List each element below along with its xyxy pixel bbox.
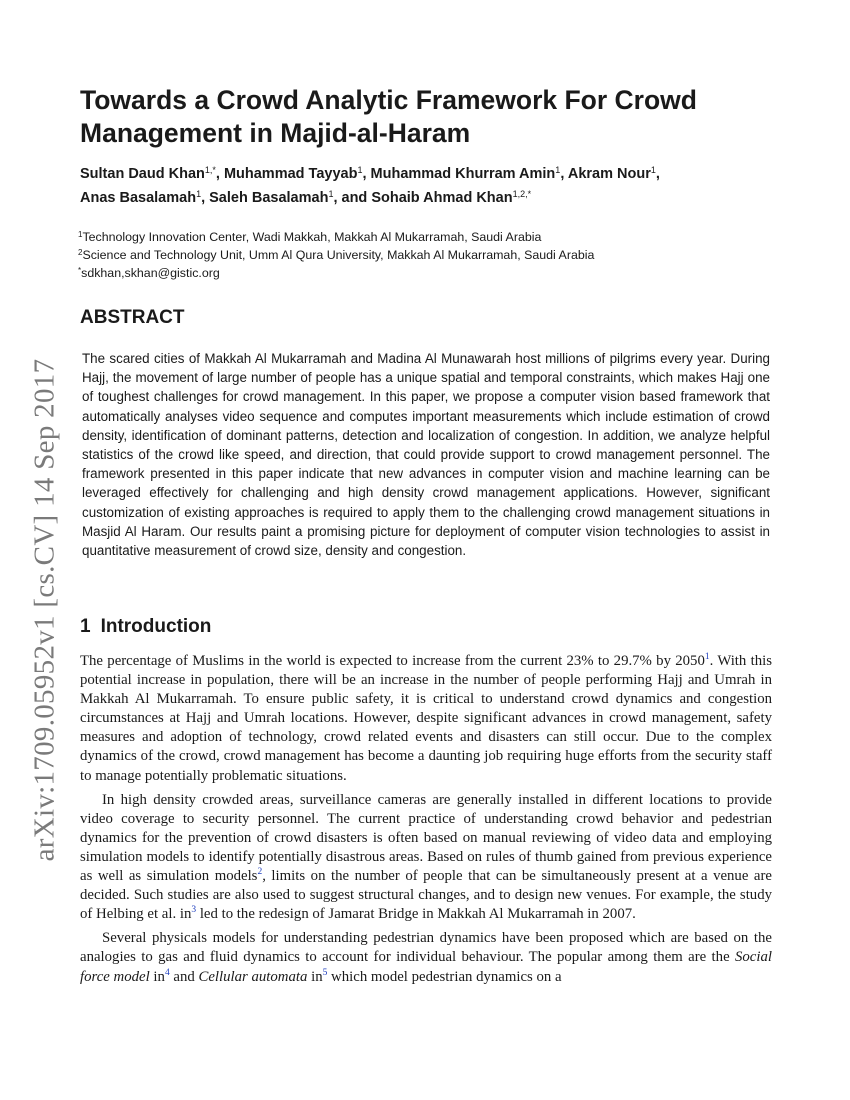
- footnote-ref[interactable]: 1: [704, 652, 710, 662]
- author-affiliation-mark: 1: [196, 189, 202, 199]
- footnote-ref[interactable]: 3: [191, 905, 197, 916]
- affiliation-mark: *: [78, 266, 82, 275]
- paragraph-text: The percentage of Muslims in the world is expected to increase from the current 23% to 29.7% by 2050: [80, 653, 705, 669]
- author-separator: ,: [215, 166, 224, 182]
- affiliations: [78, 228, 778, 282]
- paragraph: [80, 791, 772, 925]
- paragraph-text: . With this potential increase in population, there will be an increase in the number of people performing Hajj and Umrah in Makkah Al Mukarramah. To ensure public safety, it is critical to understand crowd dynamics and congestion circumstances at Hajj and Umrah locations. However, despite significant advances in crowd management, safety measures and adoption of technology, crowd related events and disasters can still occur. Due to the complex dynamics of the crowd, crowd management has become a daunting job requiring huge efforts from the security staff to manage potentially problematic situations.: [80, 653, 772, 784]
- arxiv-identifier: arXiv:1709.05952v1 [cs.CV] 14 Sep 2017: [28, 358, 61, 862]
- author-separator: ,: [362, 166, 371, 182]
- model-name: Social force model: [80, 949, 772, 985]
- affiliation-line: [78, 228, 778, 246]
- paragraph-text: In high density crowded areas, surveillance cameras are generally installed in different locations to provide video coverage to security personnel. The current practice of understanding crowd behavior and pedestrian dynamics for the prevention of crowd disasters is often based on manual reviewing of video data and employing simulation models to identify potentially disastrous areas. Based on rules of thumb gained from previous experience as well as simulation models: [80, 791, 772, 885]
- author-list: [80, 162, 780, 210]
- author-separator: ,: [655, 166, 660, 182]
- affiliation-text: Technology Innovation Center, Wadi Makkah, Makkah Al Mukarramah, Saudi Arabia: [82, 230, 542, 244]
- author-affiliation-mark: 1,*: [204, 165, 216, 175]
- paragraph-text: Several physicals models for understanding pedestrian dynamics have been proposed which are based on the analogies to gas and fluid dynamics to account for individual behaviour. The popular among them are the: [80, 930, 772, 966]
- author-name: Sultan Daud Khan: [80, 166, 205, 182]
- affiliation-mark: 1: [78, 230, 83, 239]
- author-affiliation-mark: 1: [328, 189, 334, 199]
- contact-email: sdkhan,skhan@gistic.org: [81, 266, 220, 280]
- introduction-body: [80, 652, 772, 992]
- abstract-heading: ABSTRACT: [80, 307, 185, 328]
- paragraph: [80, 652, 772, 786]
- author-name: Saleh Basalamah: [209, 190, 329, 206]
- author-name: Muhammad Khurram Amin: [370, 166, 556, 182]
- contact-email-line: [78, 264, 778, 282]
- author-affiliation-mark: 1,2,*: [512, 189, 532, 199]
- paragraph: [80, 929, 772, 986]
- affiliation-text: Science and Technology Unit, Umm Al Qura University, Makkah Al Mukarramah, Saudi Arabia: [82, 248, 595, 262]
- model-name: Cellular automata: [198, 968, 308, 985]
- footnote-ref[interactable]: 5: [322, 967, 328, 978]
- author-affiliation-mark: 1: [650, 165, 656, 175]
- author-separator: ,: [560, 166, 568, 182]
- footnote-ref[interactable]: 2: [257, 867, 263, 878]
- author-affiliation-mark: 1: [555, 165, 561, 175]
- paragraph-text: in: [307, 968, 323, 985]
- footnote-ref[interactable]: 4: [164, 967, 170, 978]
- author-separator: , and: [333, 190, 372, 206]
- affiliation-mark: 2: [78, 248, 83, 257]
- affiliation-line: [78, 246, 778, 264]
- paragraph-text: and: [169, 968, 199, 985]
- section-title: Introduction: [100, 616, 212, 637]
- author-name: Sohaib Ahmad Khan: [371, 190, 513, 206]
- paragraph-text: which model pedestrian dynamics on a: [327, 968, 562, 985]
- section-number: 1: [80, 616, 91, 637]
- section-heading: [80, 616, 211, 638]
- paper-title: Towards a Crowd Analytic Framework For Crowd Management in Majid-al-Haram: [80, 85, 697, 148]
- author-separator: ,: [201, 190, 210, 206]
- author-name: Muhammad Tayyab: [223, 166, 358, 182]
- author-name: Anas Basalamah: [80, 190, 197, 206]
- author-name: Akram Nour: [567, 166, 651, 182]
- paragraph-text: , limits on the number of people that can be simultaneously present at a venue are decided. Such studies are also used to suggest structural changes, and to design new venues. For example, the study of Helbing et al. in: [80, 868, 772, 923]
- paragraph-text: in: [149, 968, 165, 985]
- paragraph-text: led to the redesign of Jamarat Bridge in Makkah Al Mukarramah in 2007.: [196, 906, 636, 923]
- author-affiliation-mark: 1: [357, 165, 363, 175]
- abstract-text: The scared cities of Makkah Al Mukarramah and Madina Al Munawarah host millions of pilgrims every year. During Hajj, the movement of large number of people has a unique spatial and temporal constraints, which makes Hajj one of toughest challenges for crowd management. In this paper, we propose a computer vision based framework that automatically analyses video sequence and computes important measurements which include estimation of crowd density, identification of dominant patterns, detection and localization of congestion. In addition, we analyze helpful statistics of the crowd like speed, and direction, that could provide support to crowd management personnel. The framework presented in this paper indicate that new advances in computer vision and machine learning can be leveraged effectively for challenging and high density crowd management applications. However, significant customization of existing approaches is required to apply them to the challenging crowd management situations in Masjid Al Haram. Our results paint a promising picture for deployment of computer vision technologies to assist in quantitative measurement of crowd size, density and congestion.: [82, 351, 770, 559]
